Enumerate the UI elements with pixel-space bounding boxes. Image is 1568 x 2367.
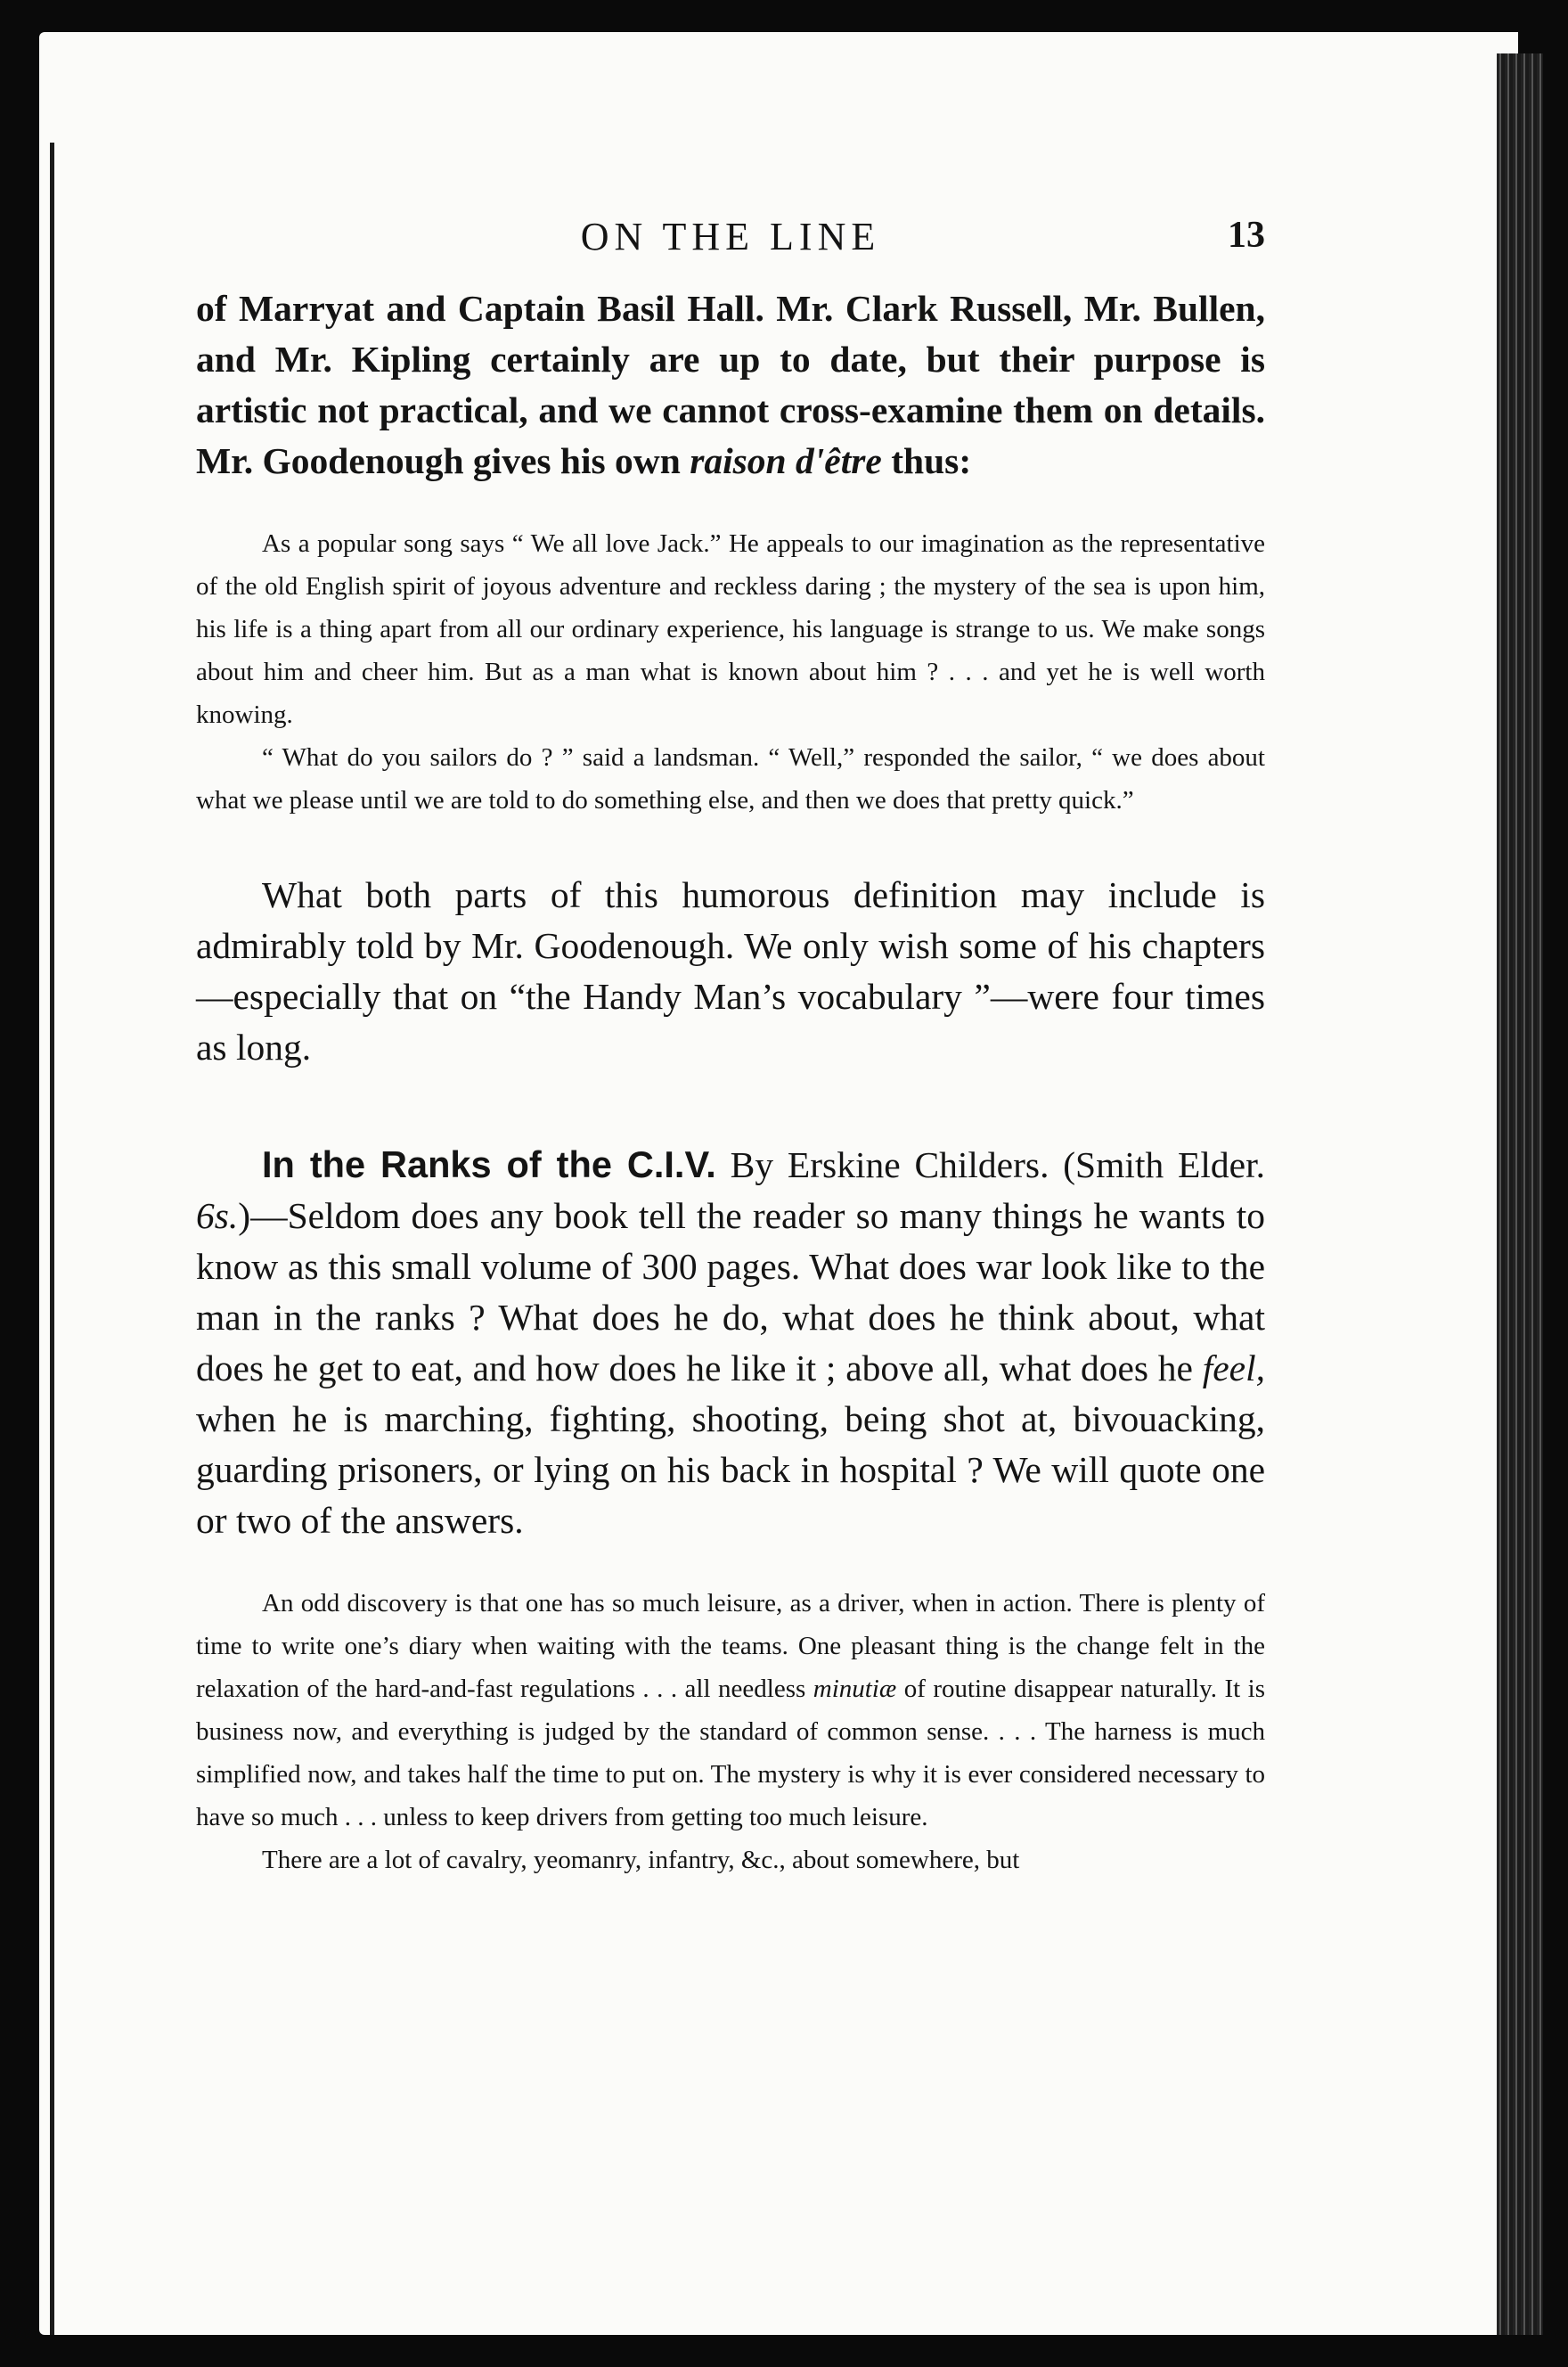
price: 6s.: [196, 1195, 239, 1236]
page-number: 13: [1228, 215, 1265, 256]
review-text: when he is marching, fighting, shooting, being shot at, bivouacking, guarding prisoners, or lying on his back in hospital ? We will quote one or two of the answers.: [196, 1398, 1265, 1541]
paragraph: What both parts of this humorous definition may include is admirably told by Mr. Goodenough. We only wish some of his chapters—especially that on “the Handy Man’s vocabulary ”—were four times as long.: [196, 874, 1265, 1068]
italic-word: feel,: [1202, 1347, 1265, 1388]
review-paragraph: [196, 1139, 1265, 1546]
page-edges: [1497, 53, 1543, 2335]
review-book-title: In the Ranks of the C.I.V.: [262, 1143, 716, 1185]
page-body: [196, 283, 1265, 1881]
review-text: By Erskine Childers. (Smith Elder.: [715, 1144, 1265, 1185]
paragraph-text-end: thus:: [881, 440, 972, 481]
block-quote: There are a lot of cavalry, yeomanry, infantry, &c., about somewhere, but: [262, 1846, 1020, 1874]
quote-text: of routine disappear naturally. It is business now, and everything is judged by the standard of common sense. . . . The harness is much simplified now, and takes half the time to put on. The mystery is why it is ever considered necessary to have so much . . . unless to keep drivers from getting too much leisure.: [196, 1675, 1266, 1831]
block-quote: As a popular song says “ We all love Jack.” He appeals to our imagination as the representative of the old English spirit of joyous adventure and reckless daring ; the mystery of the sea is upon him, his life is a thing apart from all our ordinary experience, his language is strange to us. We make songs about him and cheer him. But as a man what is known about him ? . . . and yet he is well worth knowing.: [196, 529, 1265, 729]
review-text: )—Seldom does any book tell the reader so many things he wants to know as this small volume of 300 pages. What does war look like to the man in the ranks ? What does he do, what does he think about, what does he get to eat, and how does he like it ; above all, what does he: [196, 1195, 1265, 1388]
block-quote: [196, 1582, 1265, 1839]
paragraph-continuation: [196, 283, 1265, 487]
italic-word: minutiæ: [813, 1675, 897, 1703]
running-title: ON THE LINE: [580, 215, 881, 258]
italic-phrase: raison d'être: [690, 440, 882, 481]
page-header: [196, 214, 1265, 276]
page-gutter-shadow: [50, 143, 54, 2335]
block-quote: “ What do you sailors do ? ” said a landsman. “ Well,” responded the sailor, “ we does about what we please until we are told to do something else, and then we does that pretty quick.”: [196, 743, 1265, 815]
quote-text: An odd discovery is that one has so much leisure, as a driver, when in action. There is plenty of time to write one’s diary when waiting with the teams. One pleasant thing is the change felt in the relaxation of the hard-and-fast regulations . . . all needless: [196, 1589, 1265, 1703]
paragraph-text: of Marryat and Captain Basil Hall. Mr. Clark Russell, Mr. Bullen, and Mr. Kipling certainly are up to date, but their purpose is artistic not practical, and we cannot cross-examine them on details. Mr. Goodenough gives his own: [196, 288, 1265, 481]
